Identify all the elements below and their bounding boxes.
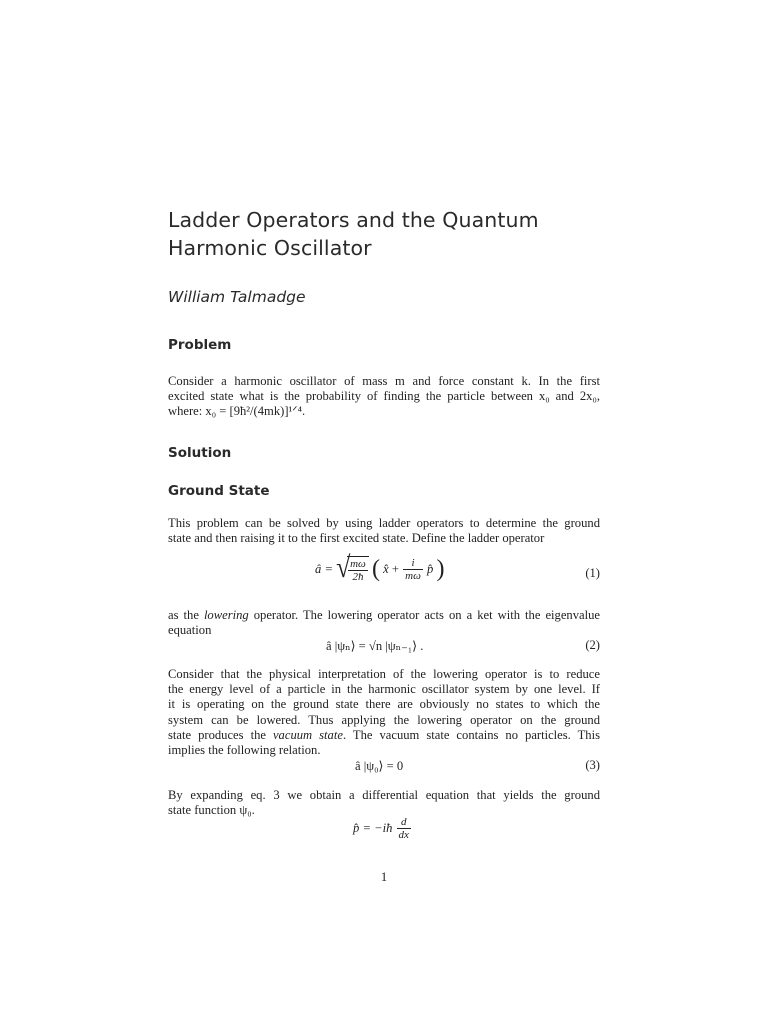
equation-4-body: [353, 816, 412, 841]
equation-number: (1): [585, 566, 600, 580]
equation-2-body: â |ψₙ⟩ = √n |ψₙ₋₁⟩ .: [326, 639, 424, 653]
text-line: as the lowering operator. The lowering operator acts on a ket with the eigenvalue: [168, 608, 600, 622]
equation-2: [168, 638, 600, 656]
denominator: 2ħ: [352, 571, 364, 583]
right-paren: ): [436, 556, 445, 582]
text-line: the energy level of a particle in the harmonic oscillator system by one level. If: [168, 682, 600, 697]
eq4-lhs: p̂ = −iħ: [353, 821, 393, 835]
expanding-paragraph: [168, 788, 600, 818]
text-line: This problem can be solved by using ladder operators to determine the ground: [168, 516, 600, 530]
text-line: By expanding eq. 3 we obtain a differential equation that yields the ground: [168, 788, 600, 802]
eq1-lhs: â =: [315, 562, 333, 576]
plus-sign: +: [391, 562, 399, 576]
title-line: Harmonic Oscillator: [168, 236, 372, 260]
text-line: equation: [168, 623, 212, 638]
emphasis-vacuum-state: vacuum state: [272, 727, 343, 742]
left-paren: (: [371, 556, 380, 582]
numerator: mω: [350, 558, 366, 570]
page-number: 1: [380, 870, 388, 884]
lowering-paragraph: [168, 608, 600, 638]
ground-state-heading: Ground State: [168, 483, 270, 499]
equation-3: [168, 758, 600, 776]
author-name: William Talmadge: [168, 288, 306, 306]
equation-number: (2): [585, 638, 600, 652]
text-line: state function ψ₀.: [168, 803, 255, 818]
text-line: it is operating on the ground state there are obviously no states to which the: [168, 697, 600, 712]
emphasis-lowering: lowering: [203, 608, 249, 622]
fraction: [403, 557, 423, 582]
intro-paragraph: [168, 516, 600, 546]
text-line: excited state what is the probability of finding the particle between x₀ and 2x₀,: [168, 389, 600, 404]
equation-1: [168, 550, 600, 592]
text-line: state and then raising it to the first excited state. Define the ladder operator: [168, 531, 545, 546]
numerator: d: [397, 816, 411, 829]
text-line: system can be lowered. Thus applying the lowering operator on the ground: [168, 712, 600, 727]
text-line: Consider a harmonic oscillator of mass m and force constant k. In the first: [168, 374, 600, 388]
denominator: mω: [405, 570, 421, 582]
solution-heading: Solution: [168, 445, 232, 461]
text-line: where: x₀ = [9ħ²/(4mk)]¹ᐟ⁴.: [168, 404, 306, 419]
equation-1-body: [315, 550, 445, 585]
problem-paragraph: [168, 374, 600, 420]
square-root: [336, 550, 369, 585]
text-line: state produces the vacuum state. The vacuum state contains no particles. This: [168, 727, 600, 742]
equation-4: [168, 816, 600, 848]
title-line: Ladder Operators and the Quantum: [168, 208, 539, 232]
fraction: [397, 816, 411, 841]
p-hat: p̂: [427, 562, 434, 576]
equation-number: (3): [585, 758, 600, 772]
text-line: Consider that the physical interpretation of the lowering operator is to reduce: [168, 667, 600, 681]
fraction: [348, 558, 368, 583]
paper-title: [168, 206, 608, 262]
denominator: dx: [398, 829, 409, 841]
x-hat: x̂: [383, 562, 389, 576]
text-line: implies the following relation.: [168, 743, 321, 758]
radical-sign: √: [336, 550, 351, 585]
physical-paragraph: [168, 667, 600, 758]
equation-3-body: â |ψ₀⟩ = 0: [355, 759, 404, 773]
problem-heading: Problem: [168, 337, 232, 353]
numerator: i: [403, 557, 423, 570]
